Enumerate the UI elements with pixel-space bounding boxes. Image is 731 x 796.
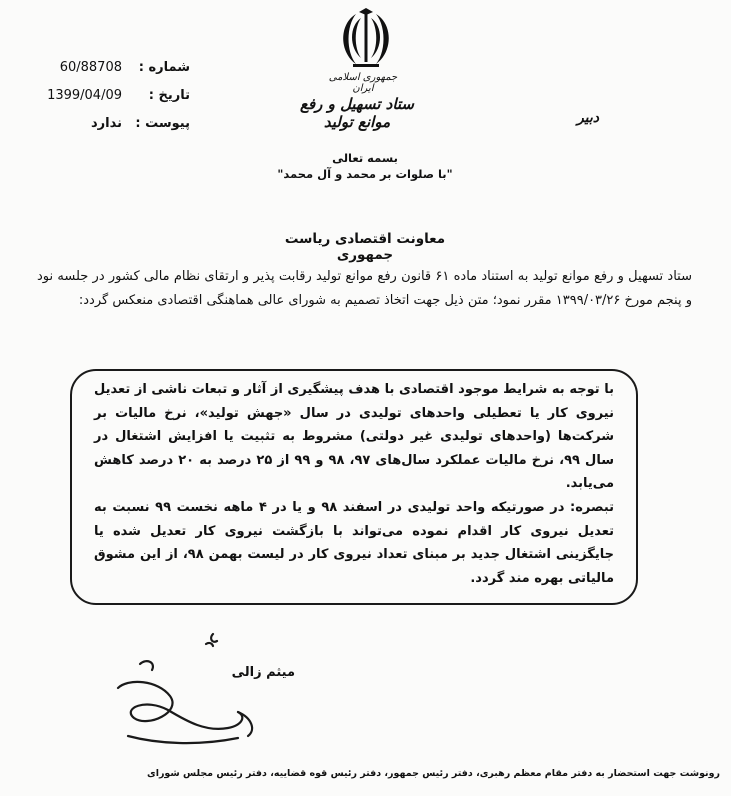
intro-paragraph: ستاد تسهیل و رفع موانع تولید به استناد ماده ۶۱ قانون رفع موانع تولید رقابت پذیر و ارتقای نظام مالی کشور در جلسه نود و پنجم مورخ ۱۳۹۹/۰۳/۲۶ مقرر نمود؛ متن ذیل جهت اتخاذ تصمیم به شورای عالی هماهنگی اقتصادی منعکس گردد: <box>37 269 692 308</box>
salawat-line: "با صلوات بر محمد و آل محمد" <box>277 167 453 181</box>
letter-number-label: شماره : <box>138 60 190 75</box>
letter-number-value: 60/88708 <box>59 60 122 75</box>
decision-text: با توجه به شرایط موجود اقتصادی با هدف پیشگیری از آثار و تبعات ناشی از تعدیل نیروی کار یا تعطیلی واحدهای تولیدی در سال «جهش تولید»، نرخ مالیات بر شرکت‌ها (واحدهای تولیدی غیر دولتی) مشروط به تثبیت یا افزایش اشتغال در سال ۹۹، نرخ مالیات عملکرد سال‌های ۹۷، ۹۸ و ۹۹ از ۲۵ درصد به ۲۰ درصد کاهش می‌یابد. <box>94 382 614 491</box>
copies-recipients: رونوشت جهت استحضار به دفتر مقام معظم رهبری، دفتر رئیس جمهور، دفتر رئیس قوه قضاییه، دفتر رئیس مجلس شورای <box>146 768 720 779</box>
secretary-title: دبیر <box>576 110 600 126</box>
decision-note: تبصره: در صورتیکه واحد تولیدی در اسفند ۹۸ و یا در ۴ ماهه نخست ۹۹ نسبت به تعدیل نیروی کار اقدام نموده می‌تواند با بازگشت نیروی کار تعدیل شده یا جایگزینی اشتغال جدید بر مبنای تعداد نیروی کار در لیست بهمن ۹۸، از این مشوق مالیاتی بهره مند گردد. <box>94 500 615 586</box>
signer-name: میثم زالی <box>231 665 295 680</box>
attachment-label: پیوست : <box>135 116 190 131</box>
recipient-heading: معاونت اقتصادی ریاست جمهوری <box>284 231 446 263</box>
bismillah-heading: بسمه تعالی <box>332 151 398 165</box>
republic-title: جمهوری اسلامی ایران <box>328 72 398 94</box>
attachment-value: ندارد <box>90 116 122 131</box>
letter-date-label: تاریخ : <box>148 88 190 103</box>
signature-image <box>88 628 298 758</box>
letter-date-value: 1399/04/09 <box>47 88 122 103</box>
organization-title: ستاد تسهیل و رفع موانع تولید <box>299 95 414 131</box>
iran-emblem-icon <box>323 8 409 74</box>
